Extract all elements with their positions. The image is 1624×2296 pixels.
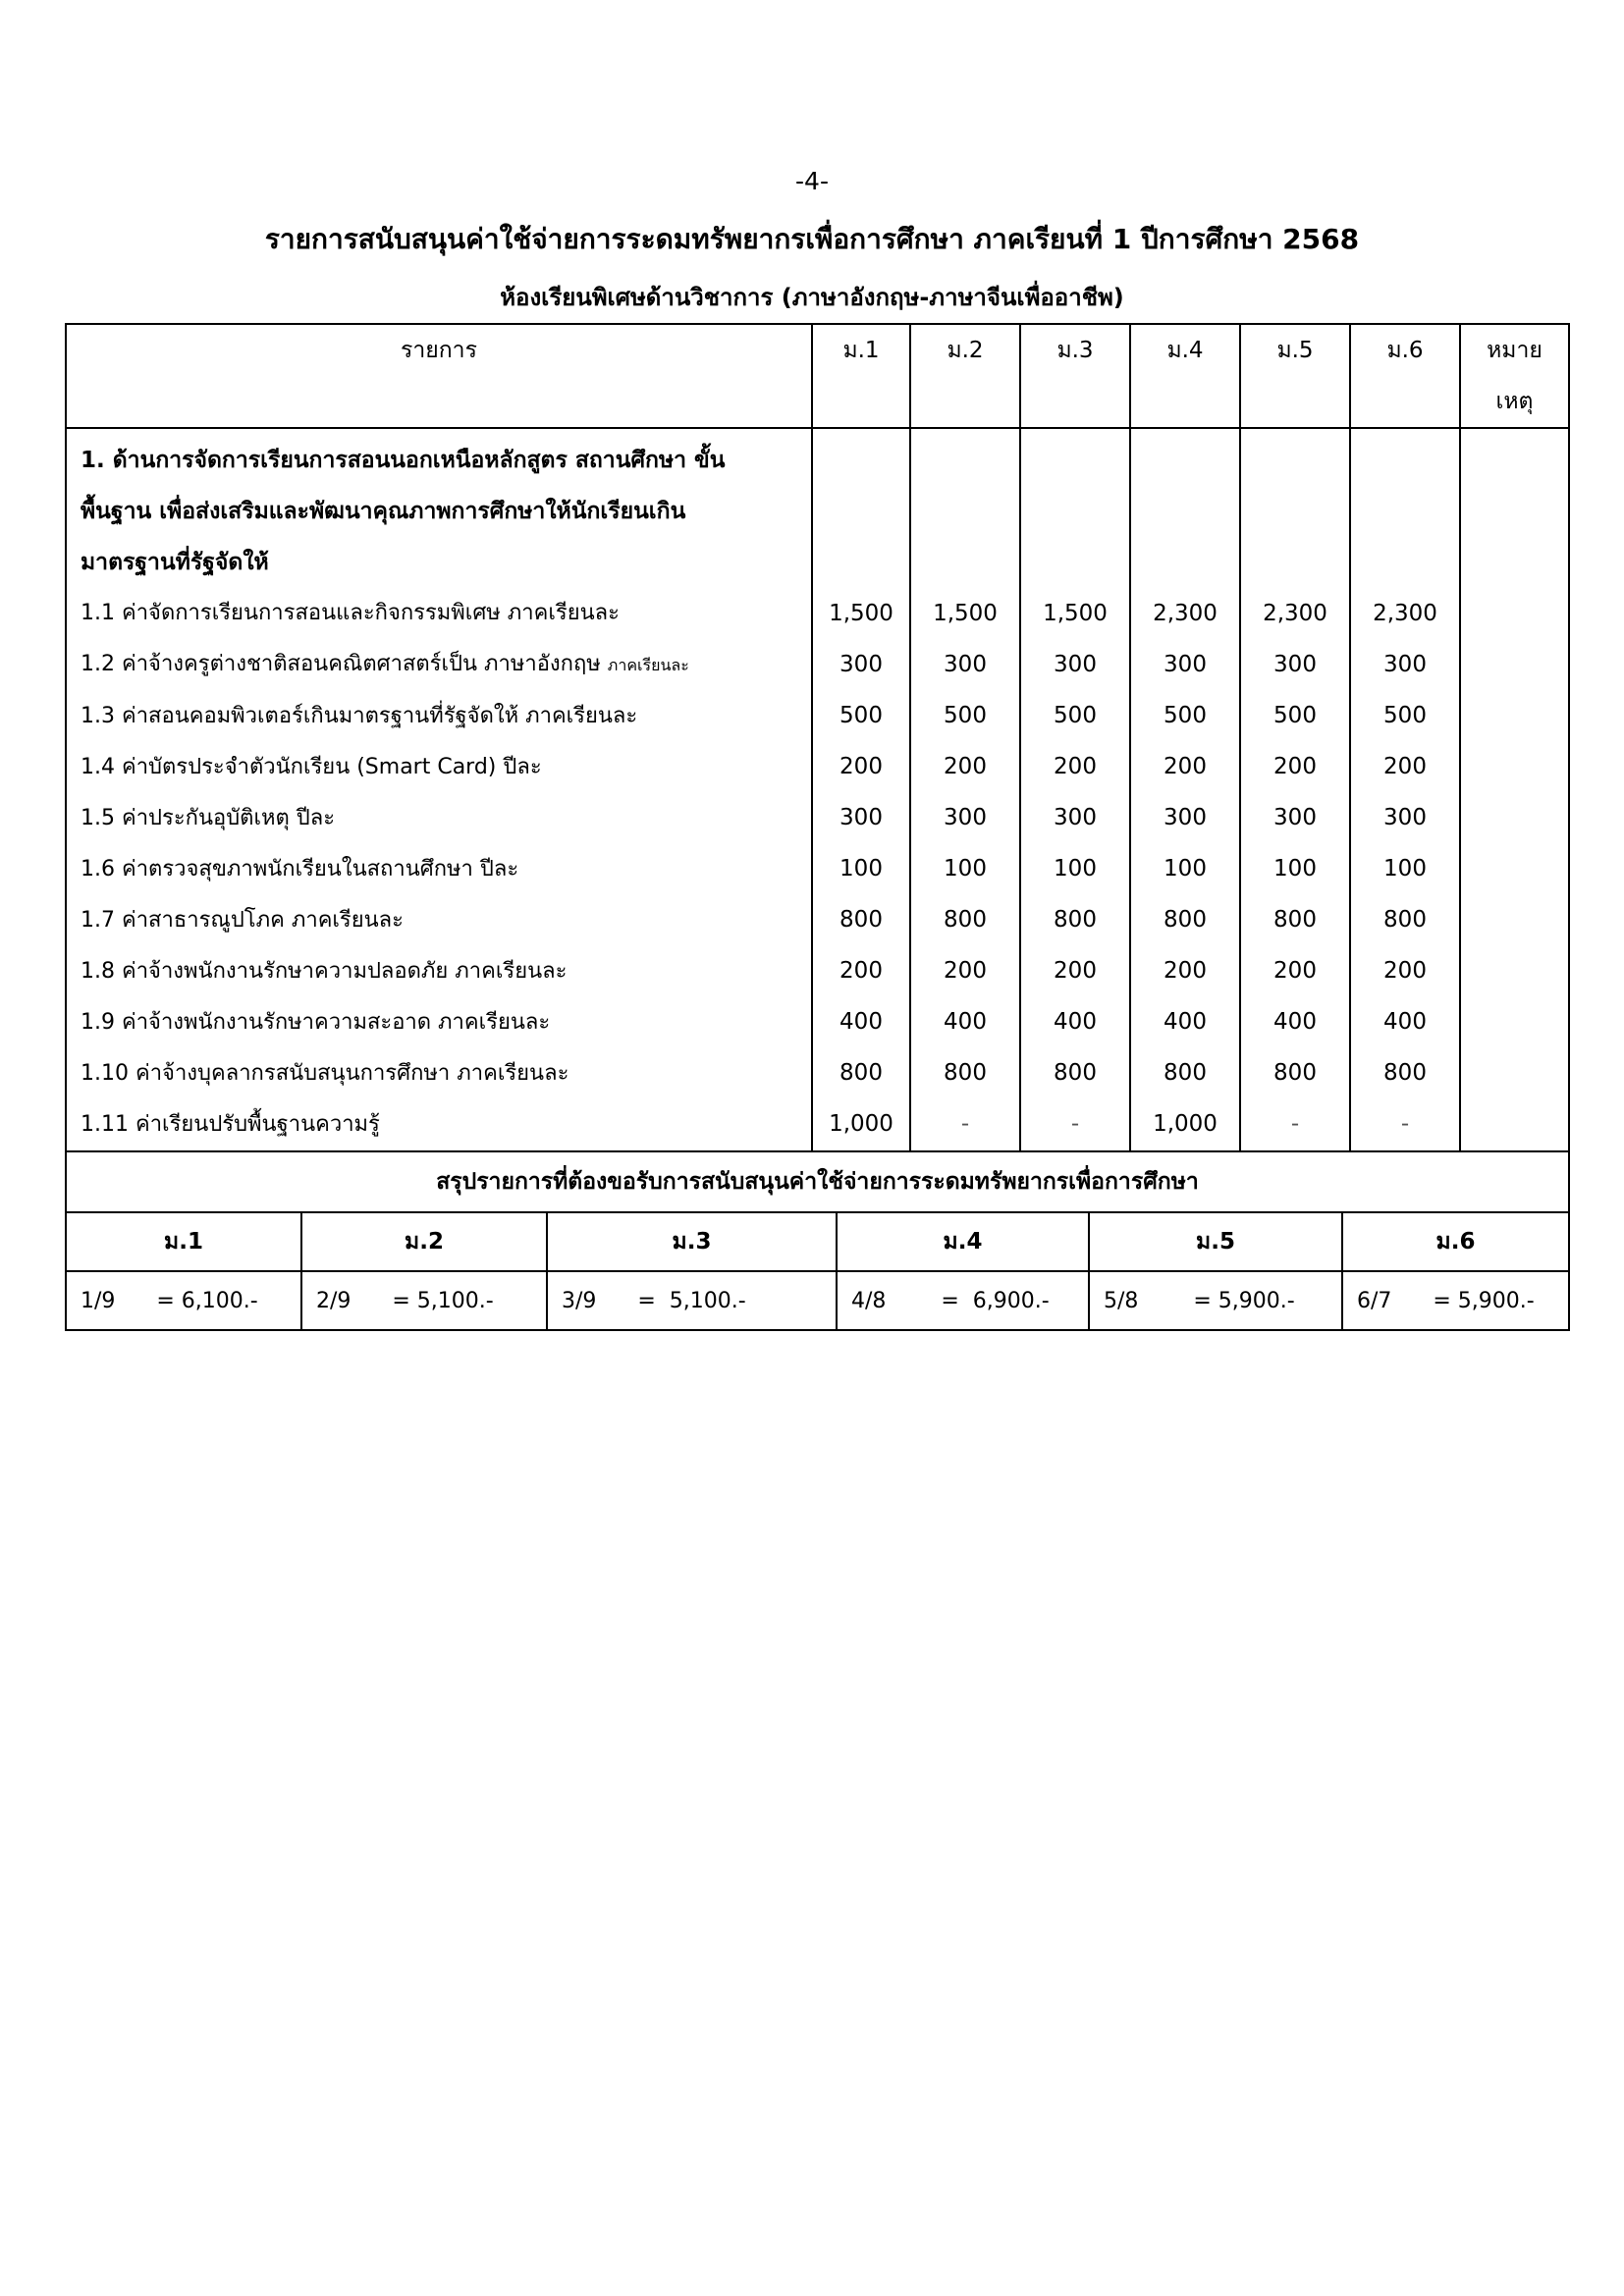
item-label — [81, 1048, 801, 1099]
item-header: รายการ — [66, 324, 812, 428]
item-value: 1,500 — [829, 601, 893, 626]
remark-header-line1: หมาย — [1487, 338, 1543, 363]
item-value: 100 — [1383, 856, 1427, 881]
item-value: 200 — [1054, 754, 1097, 779]
summary-grade-header: ม.3 — [547, 1212, 837, 1271]
section-heading-line: 1. ด้านการจัดการเรียนการสอนนอกเหนือหลักสูตร สถานศึกษา ขั้น — [81, 448, 726, 473]
item-value: 1,500 — [1043, 601, 1108, 626]
item-value: 300 — [839, 805, 883, 830]
item-label — [81, 844, 801, 895]
item-value: 200 — [1054, 958, 1097, 984]
item-label — [81, 793, 801, 844]
item-label-text: 1.5 ค่าประกันอุบัติเหตุ ปีละ — [81, 806, 336, 830]
summary-grade-header: ม.6 — [1342, 1212, 1569, 1271]
item-value: 200 — [1273, 754, 1317, 779]
summary-grade-header: ม.2 — [301, 1212, 547, 1271]
item-label — [81, 691, 801, 742]
item-value: 300 — [1383, 805, 1427, 830]
summary-value: 2/9 = 5,100.- — [301, 1271, 547, 1330]
item-value: 300 — [1383, 652, 1427, 677]
item-value: 1,000 — [1153, 1111, 1218, 1137]
item-label — [81, 1099, 801, 1150]
item-label-text: 1.10 ค่าจ้างบุคลากรสนับสนุนการศึกษา ภาคเรียนละ — [81, 1061, 569, 1086]
item-value: 800 — [944, 1060, 987, 1086]
item-label-text: 1.1 ค่าจัดการเรียนการสอนและกิจกรรมพิเศษ ภาคเรียนละ — [81, 601, 620, 625]
item-value: 300 — [1273, 652, 1317, 677]
item-value: 200 — [1383, 958, 1427, 984]
item-label-unit: ภาคเรียนละ — [607, 656, 689, 674]
item-value: 400 — [1164, 1009, 1207, 1035]
item-value: 800 — [839, 907, 883, 933]
item-value: 800 — [1383, 1060, 1427, 1086]
item-value: 500 — [1273, 703, 1317, 728]
item-value: 2,300 — [1153, 601, 1218, 626]
item-value: 800 — [1164, 907, 1207, 933]
item-value: - — [1400, 1111, 1410, 1137]
expense-table — [65, 323, 1570, 1152]
summary-value: 4/8 = 6,900.- — [837, 1271, 1089, 1330]
item-value: 400 — [839, 1009, 883, 1035]
item-label-list — [81, 588, 801, 1150]
item-value: 1,000 — [829, 1111, 893, 1137]
page-number: -4- — [795, 167, 829, 195]
summary-value-row — [66, 1271, 1569, 1330]
item-label-text: 1.11 ค่าเรียนปรับพื้นฐานความรู้ — [81, 1112, 380, 1137]
item-label — [81, 895, 801, 946]
item-value: 200 — [1164, 754, 1207, 779]
item-label — [81, 588, 801, 639]
item-label — [81, 997, 801, 1048]
table-header-row — [66, 324, 1569, 428]
item-value: 200 — [1273, 958, 1317, 984]
grade-header: ม.5 — [1240, 324, 1350, 428]
item-value: - — [1070, 1111, 1080, 1137]
grade-header: ม.1 — [812, 324, 910, 428]
item-value: 200 — [1164, 958, 1207, 984]
summary-value: 1/9 = 6,100.- — [66, 1271, 301, 1330]
item-value: 400 — [1054, 1009, 1097, 1035]
item-label-text: 1.8 ค่าจ้างพนักงานรักษาความปลอดภัย ภาคเรียนละ — [81, 959, 568, 984]
item-value: 300 — [1164, 805, 1207, 830]
summary-grade-header: ม.1 — [66, 1212, 301, 1271]
item-value: 500 — [1383, 703, 1427, 728]
summary-value: 6/7 = 5,900.- — [1342, 1271, 1569, 1330]
item-value: 200 — [944, 754, 987, 779]
item-value: 800 — [1164, 1060, 1207, 1086]
item-value: 500 — [1164, 703, 1207, 728]
document-title: รายการสนับสนุนค่าใช้จ่ายการระดมทรัพยากรเพื่อการศึกษา ภาคเรียนที่ 1 ปีการศึกษา 2568 — [264, 223, 1360, 255]
grade-header: ม.2 — [910, 324, 1020, 428]
item-label-text: 1.7 ค่าสาธารณูปโภค ภาคเรียนละ — [81, 908, 404, 933]
grade-values-column — [812, 428, 910, 1151]
item-value: - — [1290, 1111, 1300, 1137]
section-heading-line: มาตรฐานที่รัฐจัดให้ — [81, 550, 269, 575]
grade-values-column — [1020, 428, 1130, 1151]
item-value: 800 — [1054, 1060, 1097, 1086]
grade-values-column — [1130, 428, 1240, 1151]
item-value: 500 — [839, 703, 883, 728]
item-value: 800 — [1273, 1060, 1317, 1086]
item-value: 100 — [1054, 856, 1097, 881]
item-value: 400 — [1273, 1009, 1317, 1035]
summary-grade-header: ม.4 — [837, 1212, 1089, 1271]
item-label-text: 1.6 ค่าตรวจสุขภาพนักเรียนในสถานศึกษา ปีละ — [81, 857, 519, 881]
summary-value: 5/8 = 5,900.- — [1089, 1271, 1342, 1330]
remark-header — [1460, 324, 1569, 428]
summary-grade-header: ม.5 — [1089, 1212, 1342, 1271]
summary-title: สรุปรายการที่ต้องขอรับการสนับสนุนค่าใช้จ่ายการระดมทรัพยากรเพื่อการศึกษา — [66, 1151, 1569, 1212]
item-label-text: 1.9 ค่าจ้างพนักงานรักษาความสะอาด ภาคเรียนละ — [81, 1010, 551, 1035]
item-value: 100 — [944, 856, 987, 881]
grade-values-column — [1240, 428, 1350, 1151]
summary-table — [65, 1150, 1570, 1331]
remark-column — [1460, 428, 1569, 1151]
summary-grade-row — [66, 1212, 1569, 1271]
item-label-text: 1.2 ค่าจ้างครูต่างชาติสอนคณิตศาสตร์เป็น ภาษาอังกฤษ — [81, 652, 608, 676]
item-label — [81, 946, 801, 997]
item-value: 800 — [1273, 907, 1317, 933]
item-value: 300 — [1164, 652, 1207, 677]
item-label — [81, 742, 801, 793]
item-value: 300 — [1054, 652, 1097, 677]
item-value: 400 — [1383, 1009, 1427, 1035]
item-value: 300 — [839, 652, 883, 677]
table-body-row — [66, 428, 1569, 1151]
item-value: 300 — [944, 652, 987, 677]
grade-values-column — [1350, 428, 1460, 1151]
item-value: 300 — [1273, 805, 1317, 830]
items-cell — [66, 428, 812, 1151]
item-value: 800 — [839, 1060, 883, 1086]
item-value: 100 — [839, 856, 883, 881]
item-value: 800 — [944, 907, 987, 933]
item-value: 200 — [839, 958, 883, 984]
item-value: - — [960, 1111, 970, 1137]
grade-values-column — [910, 428, 1020, 1151]
item-value: 400 — [944, 1009, 987, 1035]
document-subtitle: ห้องเรียนพิเศษด้านวิชาการ (ภาษาอังกฤษ-ภาษาจีนเพื่ออาชีพ) — [500, 284, 1124, 311]
item-value: 500 — [944, 703, 987, 728]
item-value: 2,300 — [1263, 601, 1327, 626]
item-value: 800 — [1054, 907, 1097, 933]
summary-value: 3/9 = 5,100.- — [547, 1271, 837, 1330]
grade-header: ม.6 — [1350, 324, 1460, 428]
grade-header: ม.4 — [1130, 324, 1240, 428]
item-label-text: 1.4 ค่าบัตรประจำตัวนักเรียน (Smart Card) ปีละ — [81, 755, 542, 779]
item-value: 200 — [944, 958, 987, 984]
section-heading-line: พื้นฐาน เพื่อส่งเสริมและพัฒนาคุณภาพการศึกษาให้นักเรียนเกิน — [81, 499, 686, 524]
item-value: 300 — [944, 805, 987, 830]
item-label-text: 1.3 ค่าสอนคอมพิวเตอร์เกินมาตรฐานที่รัฐจัดให้ ภาคเรียนละ — [81, 704, 638, 728]
item-value: 100 — [1273, 856, 1317, 881]
item-value: 100 — [1164, 856, 1207, 881]
item-value: 2,300 — [1373, 601, 1437, 626]
grade-header: ม.3 — [1020, 324, 1130, 428]
item-label — [81, 639, 801, 691]
item-value: 300 — [1054, 805, 1097, 830]
item-value: 800 — [1383, 907, 1427, 933]
remark-header-line2: เหตุ — [1495, 389, 1534, 414]
item-value: 200 — [1383, 754, 1427, 779]
item-value: 200 — [839, 754, 883, 779]
item-value: 1,500 — [933, 601, 998, 626]
item-value: 500 — [1054, 703, 1097, 728]
